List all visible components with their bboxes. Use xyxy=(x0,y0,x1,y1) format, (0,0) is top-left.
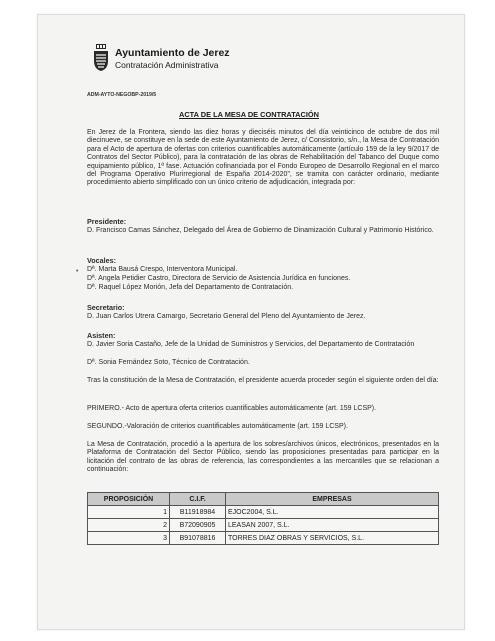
company-cell: TORRES DIAZ OBRAS Y SERVICIOS, S.L. xyxy=(226,532,439,545)
asisten-item: Dª. Sonia Fernández Soto, Técnico de Contratación. xyxy=(87,359,250,366)
company-cell: LEASAN 2007, S.L. xyxy=(226,519,439,532)
company-cell: EJOC2004, S.L. xyxy=(226,506,439,519)
org-name: Ayuntamiento de Jerez xyxy=(115,47,230,59)
vocales-heading: Vocales: xyxy=(87,256,117,265)
table-row xyxy=(88,519,439,532)
margin-mark: • xyxy=(76,268,79,275)
column-header: PROPOSICIÓN xyxy=(88,493,170,506)
table-header-row xyxy=(88,493,439,506)
presidente-heading: Presidente: xyxy=(87,217,127,226)
proposal-number: 1 xyxy=(88,506,170,519)
proposals-table xyxy=(87,492,439,545)
secretario-heading: Secretario: xyxy=(87,303,125,312)
vocal-item: Dª. Angela Petidier Castro, Directora de Servicio de Asistencia Jurídica en funciones. xyxy=(87,275,351,282)
cif-cell: B11918984 xyxy=(170,506,226,519)
column-header: C.I.F. xyxy=(170,493,226,506)
cif-cell: B72090905 xyxy=(170,519,226,532)
agenda-item-segundo: SEGUNDO.-Valoración de criterios cuantificables automáticamente (art. 159 LCSP). xyxy=(87,423,348,430)
org-subtitle: Contratación Administrativa xyxy=(115,60,219,70)
asisten-heading: Asisten: xyxy=(87,331,116,340)
vocal-item: Dª. Marta Bausá Crespo, Interventora Municipal. xyxy=(87,266,238,273)
cif-cell: B91078816 xyxy=(170,532,226,545)
table-row xyxy=(88,506,439,519)
secretario-text: D. Juan Carlos Utrera Camargo, Secretario General del Pleno del Ayuntamiento de Jerez. xyxy=(87,313,366,320)
proposal-number: 2 xyxy=(88,519,170,532)
column-header: EMPRESAS xyxy=(226,493,439,506)
mesa-paragraph: La Mesa de Contratación, procedió a la apertura de los sobres/archivos únicos, electrónicos, presentados en la Plataforma de Contratación del Sector Público, siendo las proposiciones presentadas para participar en la licitación del contrato de las obras de referencia, las correspondientes a las mercantiles que se relacionan a continuación: xyxy=(87,441,439,474)
vocal-item: Dª. Raquel López Morión, Jefa del Departamento de Contratación. xyxy=(87,284,294,291)
agenda-item-primero: PRIMERO.- Acto de apertura oferta criterios cuantificables automáticamente (art. 159 LCSP). xyxy=(87,405,377,412)
proposal-number: 3 xyxy=(88,532,170,545)
document-title: ACTA DE LA MESA DE CONTRATACIÓN xyxy=(179,110,320,119)
file-reference: ADM-AYTO-NEGOBP-2019/5 xyxy=(87,92,157,98)
agenda-intro: Tras la constitución de la Mesa de Contratación, el presidente acuerda proceder según el siguiente orden del día: xyxy=(87,377,439,384)
presidente-text: D. Francisco Camas Sánchez, Delegado del Área de Gobierno de Dinamización Cultural y Patrimonio Histórico. xyxy=(87,227,434,234)
intro-paragraph: En Jerez de la Frontera, siendo las diez horas y dieciséis minutos del día veinticinco de octubre de dos mil diecinueve, se constituye en la sede de este Ayuntamiento de Jerez, c/ Consistorio, s/n., la Mesa de Contratación para el Acto de apertura de ofertas con criterios cuantificables automáticamente (artículo 159 de la ley 9/2017 de Contratos del Sector Público), para la contratación de las obras de Rehabilitación del Tabanco del Duque como equipamiento público, 1ª fase. Actuación cofinanciada por el Fondo Europeo de Desarrollo Regional en el marco del Programa Operativo Plurirregional de España 2014-2020", se tramita con carácter ordinario, mediante procedimiento abierto simplificado con un único criterio de adjudicación, integrada por: xyxy=(87,129,439,187)
coat-of-arms-icon xyxy=(93,44,109,72)
org-header xyxy=(93,44,343,74)
table-row xyxy=(88,532,439,545)
asisten-item: D. Javier Soria Castaño, Jefe de la Unidad de Suministros y Servicios, del Departamento de Contratación xyxy=(87,341,415,348)
